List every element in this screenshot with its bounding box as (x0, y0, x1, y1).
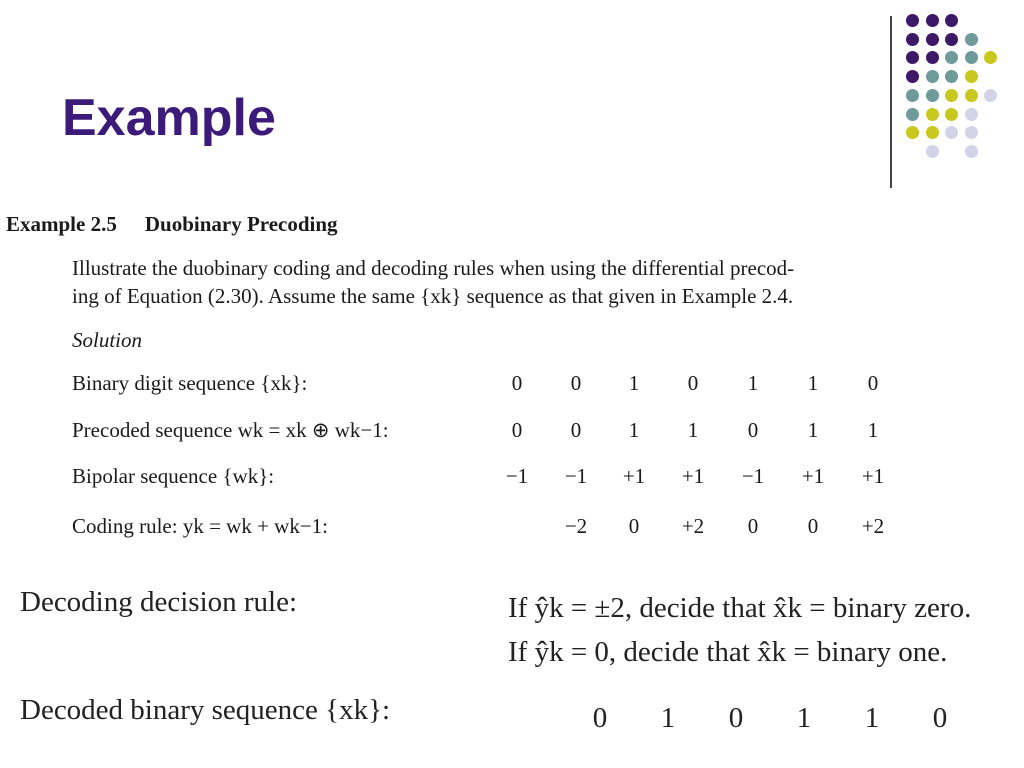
table-cell: +1 (861, 464, 885, 488)
decoded-sequence-label: Decoded binary sequence {xk}: (20, 694, 391, 726)
decorative-dot (945, 14, 958, 27)
decorative-dot (926, 33, 939, 46)
decorative-dot (945, 70, 958, 83)
row-label-precoded: Precoded sequence wk = xk ⊕ wk−1: (72, 418, 389, 442)
decorative-dot (945, 108, 958, 121)
table-cell: 1 (687, 418, 699, 442)
decorative-dot (926, 51, 939, 64)
decoded-value: 1 (864, 702, 880, 734)
decoded-value: 1 (660, 702, 676, 734)
decorative-dot (945, 126, 958, 139)
decorative-dot (965, 89, 978, 102)
table-cell: 0 (867, 371, 879, 395)
table-cell: 0 (511, 418, 523, 442)
table-cell: 0 (747, 514, 759, 538)
example-number: Example 2.5 (6, 212, 117, 236)
table-cell: 1 (628, 418, 640, 442)
table-cell: 1 (747, 371, 759, 395)
table-cell: +2 (681, 514, 705, 538)
decorative-dot (965, 70, 978, 83)
table-cell: +1 (801, 464, 825, 488)
solution-label: Solution (72, 328, 143, 352)
decorative-dot (965, 33, 978, 46)
decorative-dot (906, 126, 919, 139)
decorative-dot (906, 108, 919, 121)
table-cell: 0 (747, 418, 759, 442)
decoding-rule-label: Decoding decision rule: (20, 586, 298, 618)
decorative-dot (926, 14, 939, 27)
table-cell: 0 (807, 514, 819, 538)
decoding-rule-2: If ŷk = 0, decide that x̂k = binary one. (508, 636, 948, 668)
decorative-dot (965, 145, 978, 158)
title-divider (890, 16, 892, 188)
decorative-dot (926, 108, 939, 121)
decorative-dot (926, 145, 939, 158)
problem-statement (72, 254, 1012, 310)
table-cell: 0 (511, 371, 523, 395)
example-title: Duobinary Precoding (144, 212, 338, 236)
row-label-coding: Coding rule: yk = wk + wk−1: (72, 514, 329, 538)
decoded-value: 0 (592, 702, 608, 734)
table-cell: 0 (687, 371, 699, 395)
decorative-dot (945, 89, 958, 102)
decorative-dot (906, 70, 919, 83)
table-cell: 0 (570, 418, 582, 442)
decorative-dot (926, 70, 939, 83)
decorative-dot (906, 51, 919, 64)
decorative-dot (926, 89, 939, 102)
table-cell: +1 (681, 464, 705, 488)
problem-line-1: Illustrate the duobinary coding and decoding rules when using the differential precod- (72, 256, 795, 280)
decorative-dot-grid (906, 14, 1016, 164)
decorative-dot (984, 51, 997, 64)
row-label-bipolar: Bipolar sequence {wk}: (72, 464, 275, 488)
decoded-value: 1 (796, 702, 812, 734)
table-cell: +2 (861, 514, 885, 538)
table-cell: −2 (564, 514, 588, 538)
example-heading (6, 212, 338, 237)
table-cell: 1 (807, 371, 819, 395)
table-cell: −1 (505, 464, 529, 488)
decorative-dot (906, 33, 919, 46)
table-cell: −1 (564, 464, 588, 488)
table-cell: 0 (628, 514, 640, 538)
decoding-rule-1: If ŷk = ±2, decide that x̂k = binary zero. (508, 592, 972, 624)
decorative-dot (945, 33, 958, 46)
decorative-dot (984, 89, 997, 102)
decorative-dot (965, 108, 978, 121)
decorative-dot (945, 51, 958, 64)
table-cell: 1 (628, 371, 640, 395)
decorative-dot (965, 126, 978, 139)
problem-line-2: ing of Equation (2.30). Assume the same {xk} sequence as that given in Example 2.4. (72, 284, 794, 308)
decoded-value: 0 (728, 702, 744, 734)
table-cell: 0 (570, 371, 582, 395)
row-label-binary: Binary digit sequence {xk}: (72, 371, 308, 395)
table-cell: +1 (622, 464, 646, 488)
decoded-value: 0 (932, 702, 948, 734)
table-cell: 1 (867, 418, 879, 442)
decorative-dot (926, 126, 939, 139)
table-cell: 1 (807, 418, 819, 442)
decorative-dot (906, 14, 919, 27)
decorative-dot (906, 89, 919, 102)
slide-title: Example (62, 89, 276, 147)
decorative-dot (965, 51, 978, 64)
table-cell: −1 (741, 464, 765, 488)
